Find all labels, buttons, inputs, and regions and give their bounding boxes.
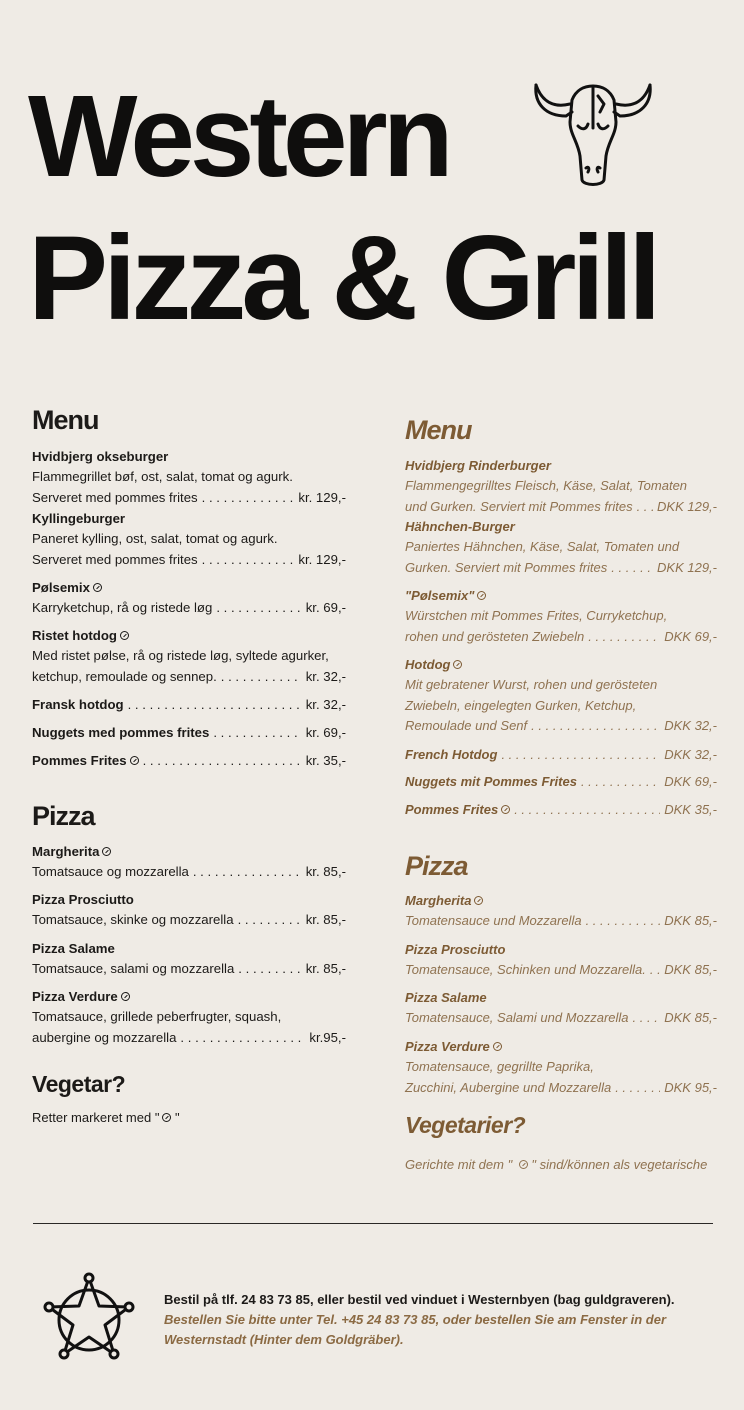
item-desc: Zwiebeln, eingelegten Gurken, Ketchup, [405, 697, 637, 713]
item-desc: Gurken. Serviert mit Pommes frites [405, 559, 608, 575]
item-price: DKK 129,- [657, 498, 717, 514]
item-desc: Tomatsauce, salami og mozzarella [32, 961, 235, 976]
menu-item [405, 800, 723, 820]
menu-item [32, 447, 350, 508]
item-name: Nuggets mit Pommes Frites [405, 774, 577, 789]
item-name: Kyllingeburger [32, 511, 126, 526]
item-price: kr. 69,- [305, 600, 346, 615]
menu-item [32, 842, 350, 882]
item-desc: Tomatsauce, skinke og mozzarella [32, 912, 234, 927]
vegetarian-note: Retter markeret med " " [32, 1110, 180, 1125]
menu-heading: Menu [32, 405, 99, 435]
vegetarian-leaf-icon [493, 1042, 502, 1051]
order-info-danish: Bestil på tlf. 24 83 73 85, eller bestil ved vinduet i Westernbyen (bag guldgraveren). [164, 1292, 675, 1307]
item-desc: Tomatsauce og mozzarella [32, 864, 189, 879]
item-price: DKK 85,- [664, 913, 717, 928]
item-price: DKK 85,- [664, 962, 717, 977]
item-desc: Serveret med pommes frites [32, 551, 198, 567]
menu-item [32, 987, 350, 1048]
vegetarian-leaf-icon [130, 756, 139, 765]
item-price: kr. 32,- [305, 668, 346, 684]
item-price: DKK 69,- [664, 628, 717, 644]
menu-item [405, 655, 723, 736]
vegetarian-note: Gerichte mit dem " " sind/können als vegetarische [405, 1157, 708, 1172]
menu-item [405, 586, 723, 647]
item-desc: ketchup, remoulade og sennep. [32, 668, 217, 684]
item-name: Hotdog [405, 657, 451, 672]
item-name: Ristet hotdog [32, 628, 117, 643]
item-desc: Serveret med pommes frites [32, 489, 198, 505]
menu-item [405, 772, 723, 792]
item-name: Nuggets med pommes frites [32, 725, 210, 740]
menu-item [32, 890, 350, 930]
item-desc: Mit gebratener Wurst, rohen und gerösteten [405, 677, 658, 692]
vegetarian-leaf-icon [120, 631, 129, 640]
vegetarian-leaf-icon [102, 847, 111, 856]
item-desc: Flammegrillet bøf, ost, salat, tomat og agurk. [32, 469, 293, 484]
item-price: kr. 69,- [305, 725, 346, 740]
vegetarian-leaf-icon [93, 583, 102, 592]
order-info [164, 1290, 704, 1350]
menu-item [405, 517, 723, 578]
vegetarian-leaf-icon [519, 1160, 528, 1169]
sheriff-star-icon [38, 1270, 140, 1362]
menu-item [405, 456, 723, 517]
item-price: kr. 85,- [305, 912, 346, 927]
item-name: Pizza Prosciutto [405, 942, 506, 957]
item-name: Hvidbjerg okseburger [32, 449, 169, 464]
item-name: Fransk hotdog [32, 697, 124, 712]
item-price: kr. 85,- [305, 864, 346, 879]
title-western: Western [28, 71, 449, 201]
item-price: DKK 32,- [664, 718, 717, 733]
pizza-heading: Pizza [405, 851, 468, 881]
item-desc: Tomatensauce und Mozzarella [405, 913, 582, 928]
item-price: DKK 85,- [664, 1010, 717, 1025]
item-desc: Flammengegrilltes Fleisch, Käse, Salat, Tomaten [405, 478, 688, 493]
menu-item [32, 695, 350, 715]
pizza-heading: Pizza [32, 801, 95, 831]
item-name: Pizza Verdure [405, 1039, 490, 1054]
item-price: DKK 95,- [664, 1079, 717, 1095]
menu-item [32, 939, 350, 979]
order-info-german: Bestellen Sie bitte unter Tel. +45 24 83 73 85, oder bestellen Sie am Fenster in der Westernstadt (Hinter dem Goldgräber). [164, 1312, 667, 1347]
vegetarian-leaf-icon [474, 896, 483, 905]
item-name: Margherita [32, 844, 100, 859]
menu-item [32, 751, 350, 771]
item-name: Pommes Frites [405, 802, 499, 817]
item-desc: Remoulade und Senf [405, 718, 528, 733]
menu-item [405, 940, 723, 980]
footer-divider [33, 1223, 713, 1224]
item-desc: Paneret kylling, ost, salat, tomat og agurk. [32, 531, 278, 546]
item-price: DKK 129,- [657, 559, 717, 575]
item-name: Pizza Salame [405, 990, 487, 1005]
title-pizza-grill: Pizza & Grill [28, 211, 657, 345]
vegetarian-heading: Vegetar? [32, 1071, 126, 1097]
vegetarian-leaf-icon [453, 660, 462, 669]
item-price: DKK 35,- [664, 802, 717, 817]
item-price: kr. 32,- [305, 697, 346, 712]
bull-skull-icon [532, 82, 654, 192]
item-name: Pommes Frites [32, 753, 127, 768]
item-name: Pizza Verdure [32, 989, 118, 1004]
item-desc: aubergine og mozzarella [32, 1029, 177, 1045]
item-price: kr. 129,- [298, 489, 346, 505]
item-desc: Zucchini, Aubergine und Mozzarella [405, 1079, 612, 1095]
item-price: DKK 69,- [664, 774, 717, 789]
item-desc: rohen und gerösteten Zwiebeln [405, 628, 585, 644]
item-name: Hähnchen-Burger [405, 519, 515, 534]
item-name: Pizza Salame [32, 941, 115, 956]
menu-heading: Menu [405, 415, 472, 445]
item-price: kr.95,- [309, 1029, 346, 1045]
item-price: kr. 129,- [298, 551, 346, 567]
item-name: "Pølsemix" [405, 588, 475, 603]
menu-item [32, 578, 350, 618]
item-desc: Karryketchup, rå og ristede løg [32, 600, 213, 615]
item-name: Hvidbjerg Rinderburger [405, 458, 551, 473]
item-price: DKK 32,- [664, 747, 717, 762]
menu-item [32, 509, 350, 570]
item-price: kr. 35,- [305, 753, 346, 768]
item-name: Pølsemix [32, 580, 90, 595]
vegetarian-leaf-icon [121, 992, 130, 1001]
menu-item [405, 745, 723, 765]
item-desc: Würstchen mit Pommes Frites, Curryketchup, [405, 608, 668, 623]
item-name: French Hotdog [405, 747, 498, 762]
item-desc: Tomatsauce, grillede peberfrugter, squash, [32, 1009, 282, 1024]
item-desc: Med ristet pølse, rå og ristede løg, syltede agurker, [32, 648, 329, 663]
item-desc: Tomatensauce, gegrillte Paprika, [405, 1059, 594, 1074]
item-desc: Tomatensauce, Schinken und Mozzarella. [405, 962, 646, 977]
item-price: kr. 85,- [305, 961, 346, 976]
menu-item [405, 891, 723, 931]
vegetarian-heading: Vegetarier? [405, 1112, 526, 1138]
vegetarian-leaf-icon [477, 591, 486, 600]
menu-item [32, 723, 350, 743]
item-name: Margherita [405, 893, 472, 908]
menu-item [405, 988, 723, 1028]
menu-item [405, 1037, 723, 1098]
item-desc: und Gurken. Serviert mit Pommes frites [405, 498, 633, 514]
item-desc: Tomatensauce, Salami und Mozzarella [405, 1010, 629, 1025]
item-desc: Paniertes Hähnchen, Käse, Salat, Tomaten und [405, 539, 680, 554]
menu-item [32, 626, 350, 687]
item-name: Pizza Prosciutto [32, 892, 134, 907]
vegetarian-leaf-icon [501, 805, 510, 814]
